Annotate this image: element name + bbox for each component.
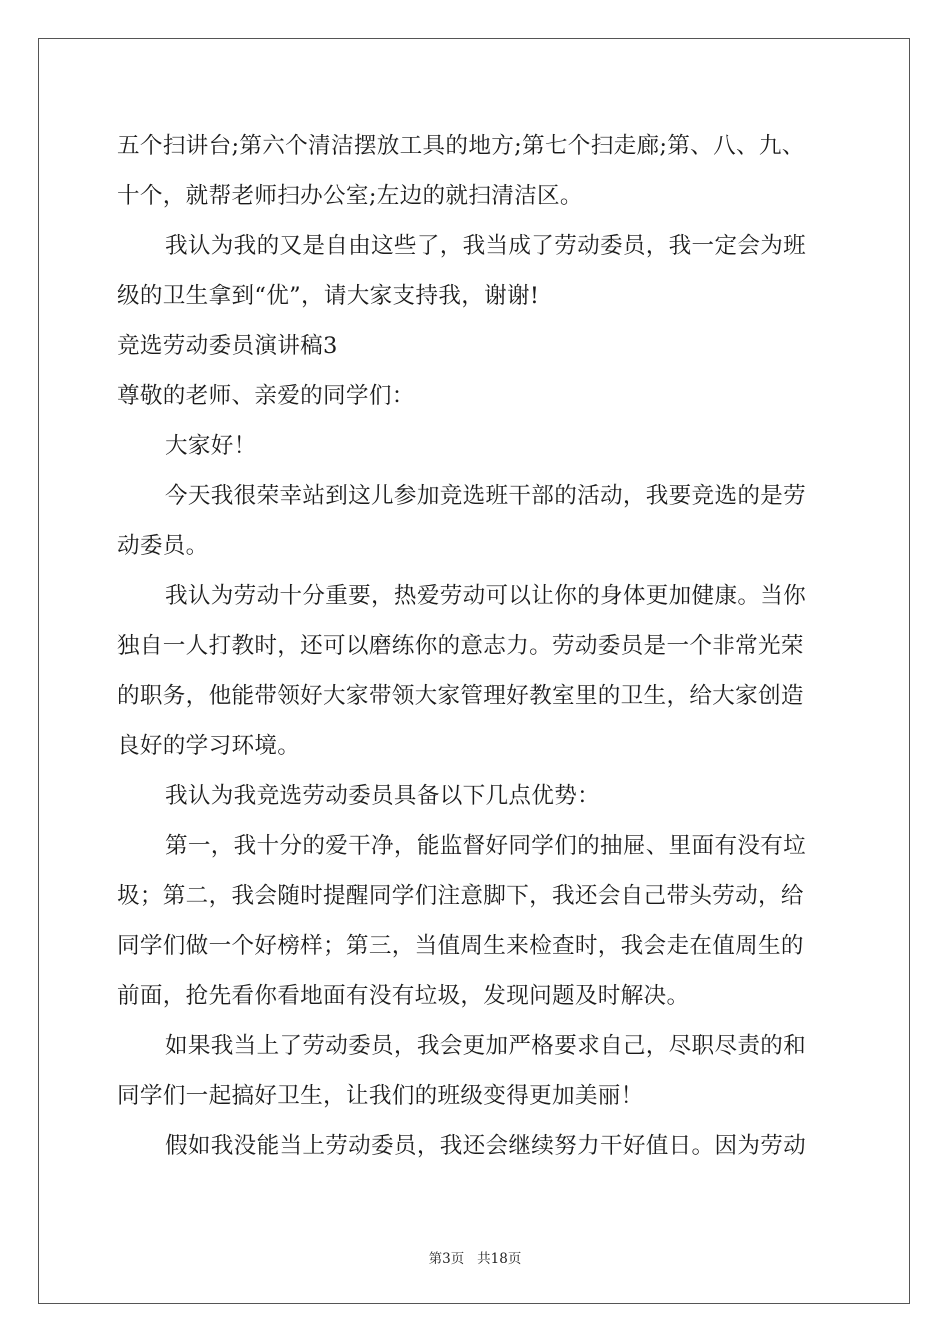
text-line: 十个，就帮老师扫办公室;左边的就扫清洁区。 — [117, 183, 583, 209]
text-line: 如果我当上了劳动委员，我会更加严格要求自己，尽职尽责的和 — [165, 1033, 807, 1059]
text-line: 今天我很荣幸站到这儿参加竞选班干部的活动，我要竞选的是劳 — [165, 483, 807, 509]
page-total: 共18页 — [477, 1251, 522, 1267]
text-line: 圾；第二，我会随时提醒同学们注意脚下，我还会自己带头劳动，给 — [117, 883, 804, 909]
text-line: 同学们一起搞好卫生，让我们的班级变得更加美丽！ — [117, 1083, 644, 1109]
text-line: 同学们做一个好榜样；第三，当值周生来检查时，我会走在值周生的 — [117, 933, 804, 959]
greeting: 大家好！ — [165, 433, 257, 459]
page-number: 第3页 — [428, 1251, 465, 1267]
section-title: 竞选劳动委员演讲稿3 — [117, 333, 338, 359]
page-footer — [0, 1247, 950, 1267]
salutation: 尊敬的老师、亲爱的同学们： — [117, 383, 415, 409]
document-body — [117, 121, 833, 1171]
text-line: 第一，我十分的爱干净，能监督好同学们的抽屉、里面有没有垃 — [165, 833, 807, 859]
text-line: 我认为我的又是自由这些了，我当成了劳动委员，我一定会为班 — [165, 233, 807, 259]
text-line: 动委员。 — [117, 533, 209, 559]
text-line: 我认为我竞选劳动委员具备以下几点优势： — [165, 783, 600, 809]
text-line: 独自一人打教时，还可以磨练你的意志力。劳动委员是一个非常光荣 — [117, 633, 804, 659]
text-line: 假如我没能当上劳动委员，我还会继续努力干好值日。因为劳动 — [165, 1133, 807, 1159]
text-line: 五个扫讲台;第六个清洁摆放工具的地方;第七个扫走廊;第、八、九、 — [117, 133, 805, 159]
text-line: 良好的学习环境。 — [117, 733, 301, 759]
text-line: 的职务，他能带领好大家带领大家管理好教室里的卫生，给大家创造 — [117, 683, 804, 709]
text-line: 级的卫生拿到“优”，请大家支持我，谢谢! — [117, 283, 540, 309]
text-line: 我认为劳动十分重要，热爱劳动可以让你的身体更加健康。当你 — [165, 583, 807, 609]
text-line: 前面，抢先看你看地面有没有垃圾，发现问题及时解决。 — [117, 983, 690, 1009]
